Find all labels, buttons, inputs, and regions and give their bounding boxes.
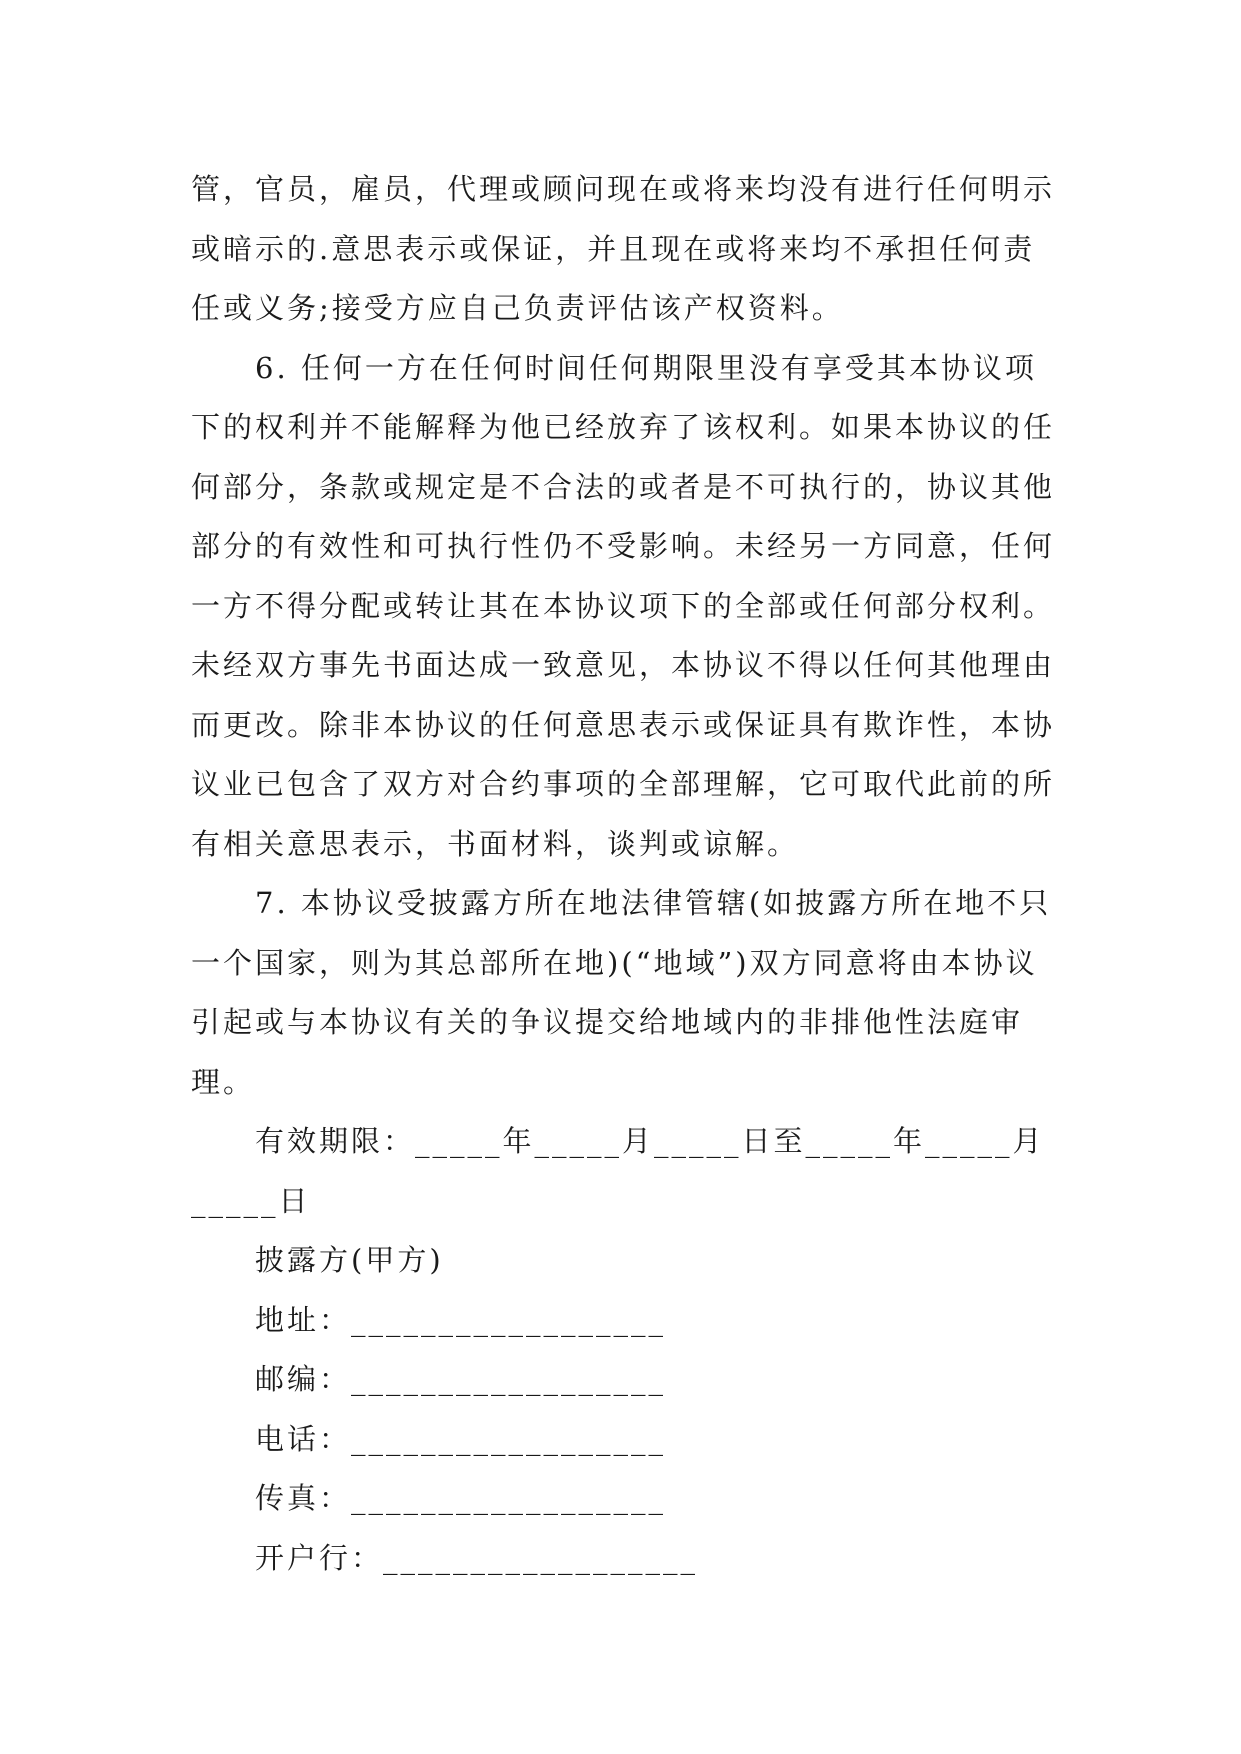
paragraph-clause-6: 6. 任何一方在任何时间任何期限里没有享受其本协议项下的权利并不能解释为他已经放弃了该权利。如果本协议的任何部分，条款或规定是不合法的或者是不可执行的，协议其他部分的有效性和可执行性仍不受影响。未经另一方同意，任何一方不得分配或转让其在本协议项下的全部或任何部分权利。未经双方事先书面达成一致意见，本协议不得以任何其他理由而更改。除非本协议的任何意思表示或保证具有欺诈性，本协议业已包含了双方对合约事项的全部理解，它可取代此前的所有相关意思表示，书面材料，谈判或谅解。	[191, 350, 1056, 861]
paragraph-clause-7: 7. 本协议受披露方所在地法律管辖(如披露方所在地不只一个国家，则为其总部所在地)(“地域”)双方同意将由本协议引起或与本协议有关的争议提交给地域内的非排他性法庭审理。	[191, 886, 1052, 1099]
address-field: 地址：__________________	[255, 1302, 667, 1337]
fax-field: 传真：__________________	[255, 1481, 667, 1515]
phone-field: 电话：__________________	[255, 1421, 667, 1456]
bank-field: 开户行：__________________	[255, 1540, 699, 1575]
postcode-field: 邮编：__________________	[255, 1362, 667, 1396]
party-a-heading: 披露方(甲方)	[255, 1243, 444, 1277]
paragraph-continuation: 管，官员，雇员，代理或顾问现在或将来均没有进行任何明示或暗示的.意思表示或保证，并且现在或将来均不承担任何责任或义务;接受方应自己负责评估该产权资料。	[191, 172, 1056, 325]
validity-period: 有效期限：_____年_____月_____日至_____年_____月_____日	[191, 1124, 1045, 1218]
document-body	[191, 160, 1061, 1588]
